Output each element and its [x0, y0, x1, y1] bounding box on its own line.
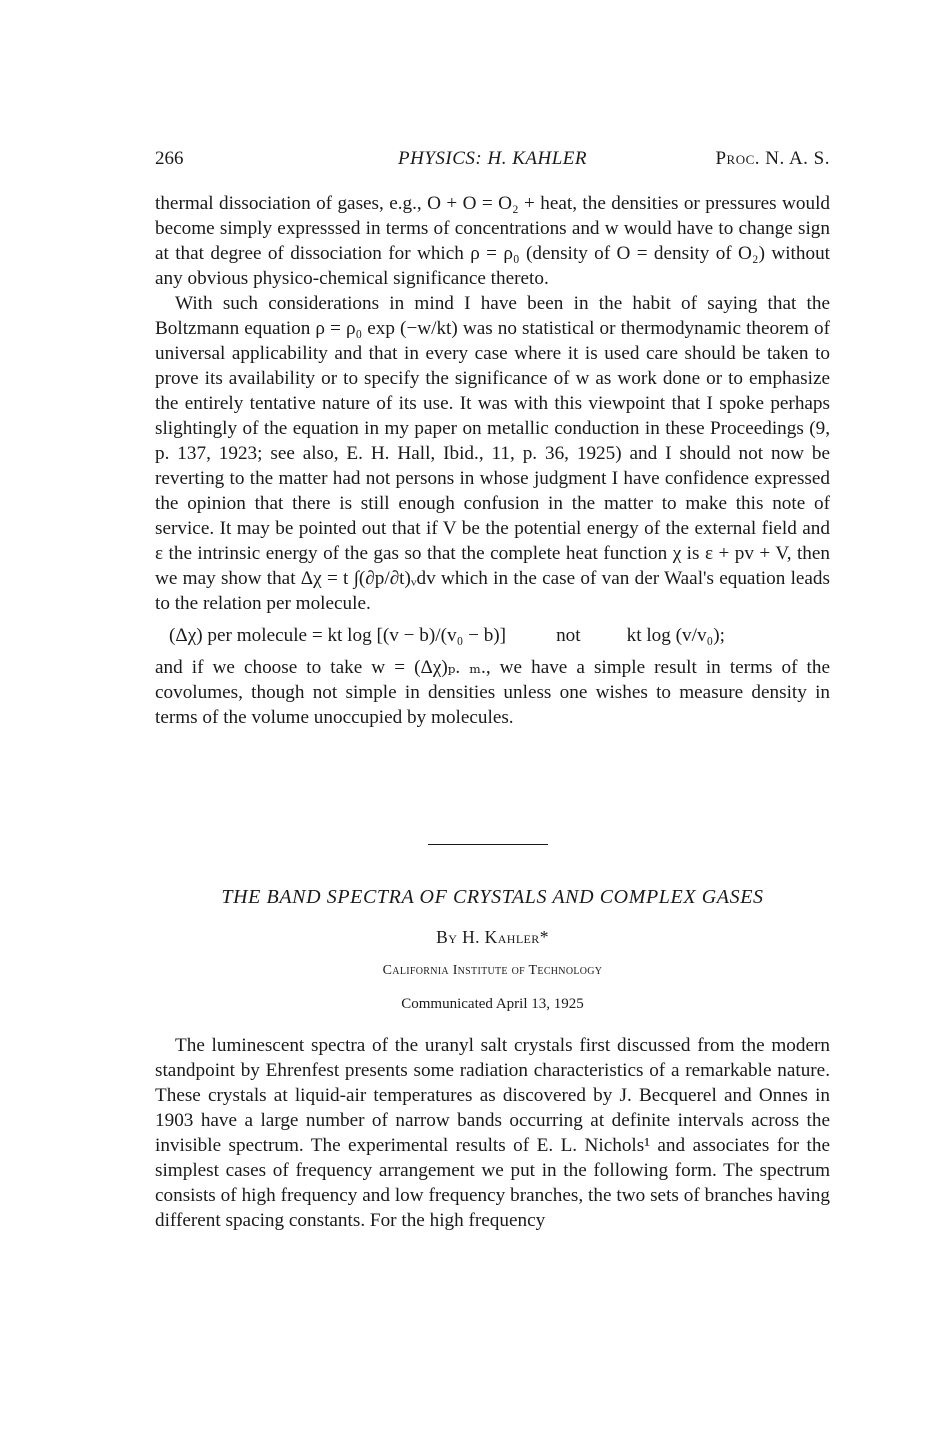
author-affiliation: California Institute of Technology [382, 963, 603, 978]
journal-abbreviation: Proc. N. A. S. [715, 148, 830, 169]
paragraph: and if we choose to take w = (Δχ)ₚ. ₘ., we have a simple result in terms of the covolumes, though not simple in densities unless one wishes to measure density in terms of the volume unoccupied by molecules. [155, 657, 830, 728]
running-title: PHYSICS: H. KAHLER [398, 148, 587, 169]
paragraph: The luminescent spectra of the uranyl salt crystals first discussed from the modern standpoint by Ehrenfest presents some radiation characteristics of a remarkable nature. These crystals at liquid-air temperatures as discovered by J. Becquerel and Onnes in 1903 have a large number of narrow bands occurring at definite intervals across the invisible spectrum. The experimental results of E. L. Nichols¹ and associates for the simplest cases of frequency arrangement we put in the following form. The spectrum consists of high frequency and low frequency branches, the two sets of branches having different spacing constants. For the high frequency [155, 1035, 830, 1231]
equation [155, 623, 830, 648]
communicated-date: Communicated April 13, 1925 [401, 996, 584, 1012]
equation-lhs: (Δχ) per molecule = kt log [(v − b)/(v₀ − b)] [169, 625, 507, 646]
equation-rhs: kt log (v/v₀); [626, 625, 725, 646]
page-header [155, 148, 830, 172]
section-divider [428, 844, 548, 845]
author-byline: By H. Kahler* [436, 927, 549, 947]
article-body [155, 1033, 830, 1233]
paragraph: thermal dissociation of gases, e.g., O + O = O₂ + heat, the densities or pressures would become simply expresssed in terms of concentrations and w would have to change sign at that degree of dissociation for which ρ = ρ₀ (density of O = density of O₂) without any obvious physico-chemical significance thereto. [155, 193, 830, 289]
previous-article-continuation [155, 191, 830, 730]
article-title: THE BAND SPECTRA OF CRYSTALS AND COMPLEX GASES [221, 886, 764, 908]
equation-not: not [556, 625, 581, 646]
page-number: 266 [155, 148, 184, 169]
paragraph: With such considerations in mind I have been in the habit of saying that the Boltzmann equation ρ = ρ₀ exp (−w/kt) was no statistical or thermodynamic theorem of universal applicability and that in every case where it is used care should be taken to prove its availability or to specify the significance of w as work done or to emphasize the entirely tentative nature of its use. It was with this viewpoint that I spoke perhaps slightingly of the equation in my paper on metallic conduction in these Proceedings (9, p. 137, 1923; see also, E. H. Hall, Ibid., 11, p. 36, 1925) and I should not now be reverting to the matter had not persons in whose judgment I have confidence expressed the opinion that there is still enough confusion in the matter to make this note of service. It may be pointed out that if V be the potential energy of the external field and ε the intrinsic energy of the gas so that the complete heat function χ is ε + pv + V, then we may show that Δχ = t ∫(∂p/∂t)ᵥdv which in the case of van der Waal's equation leads to the relation per molecule. [155, 293, 830, 614]
